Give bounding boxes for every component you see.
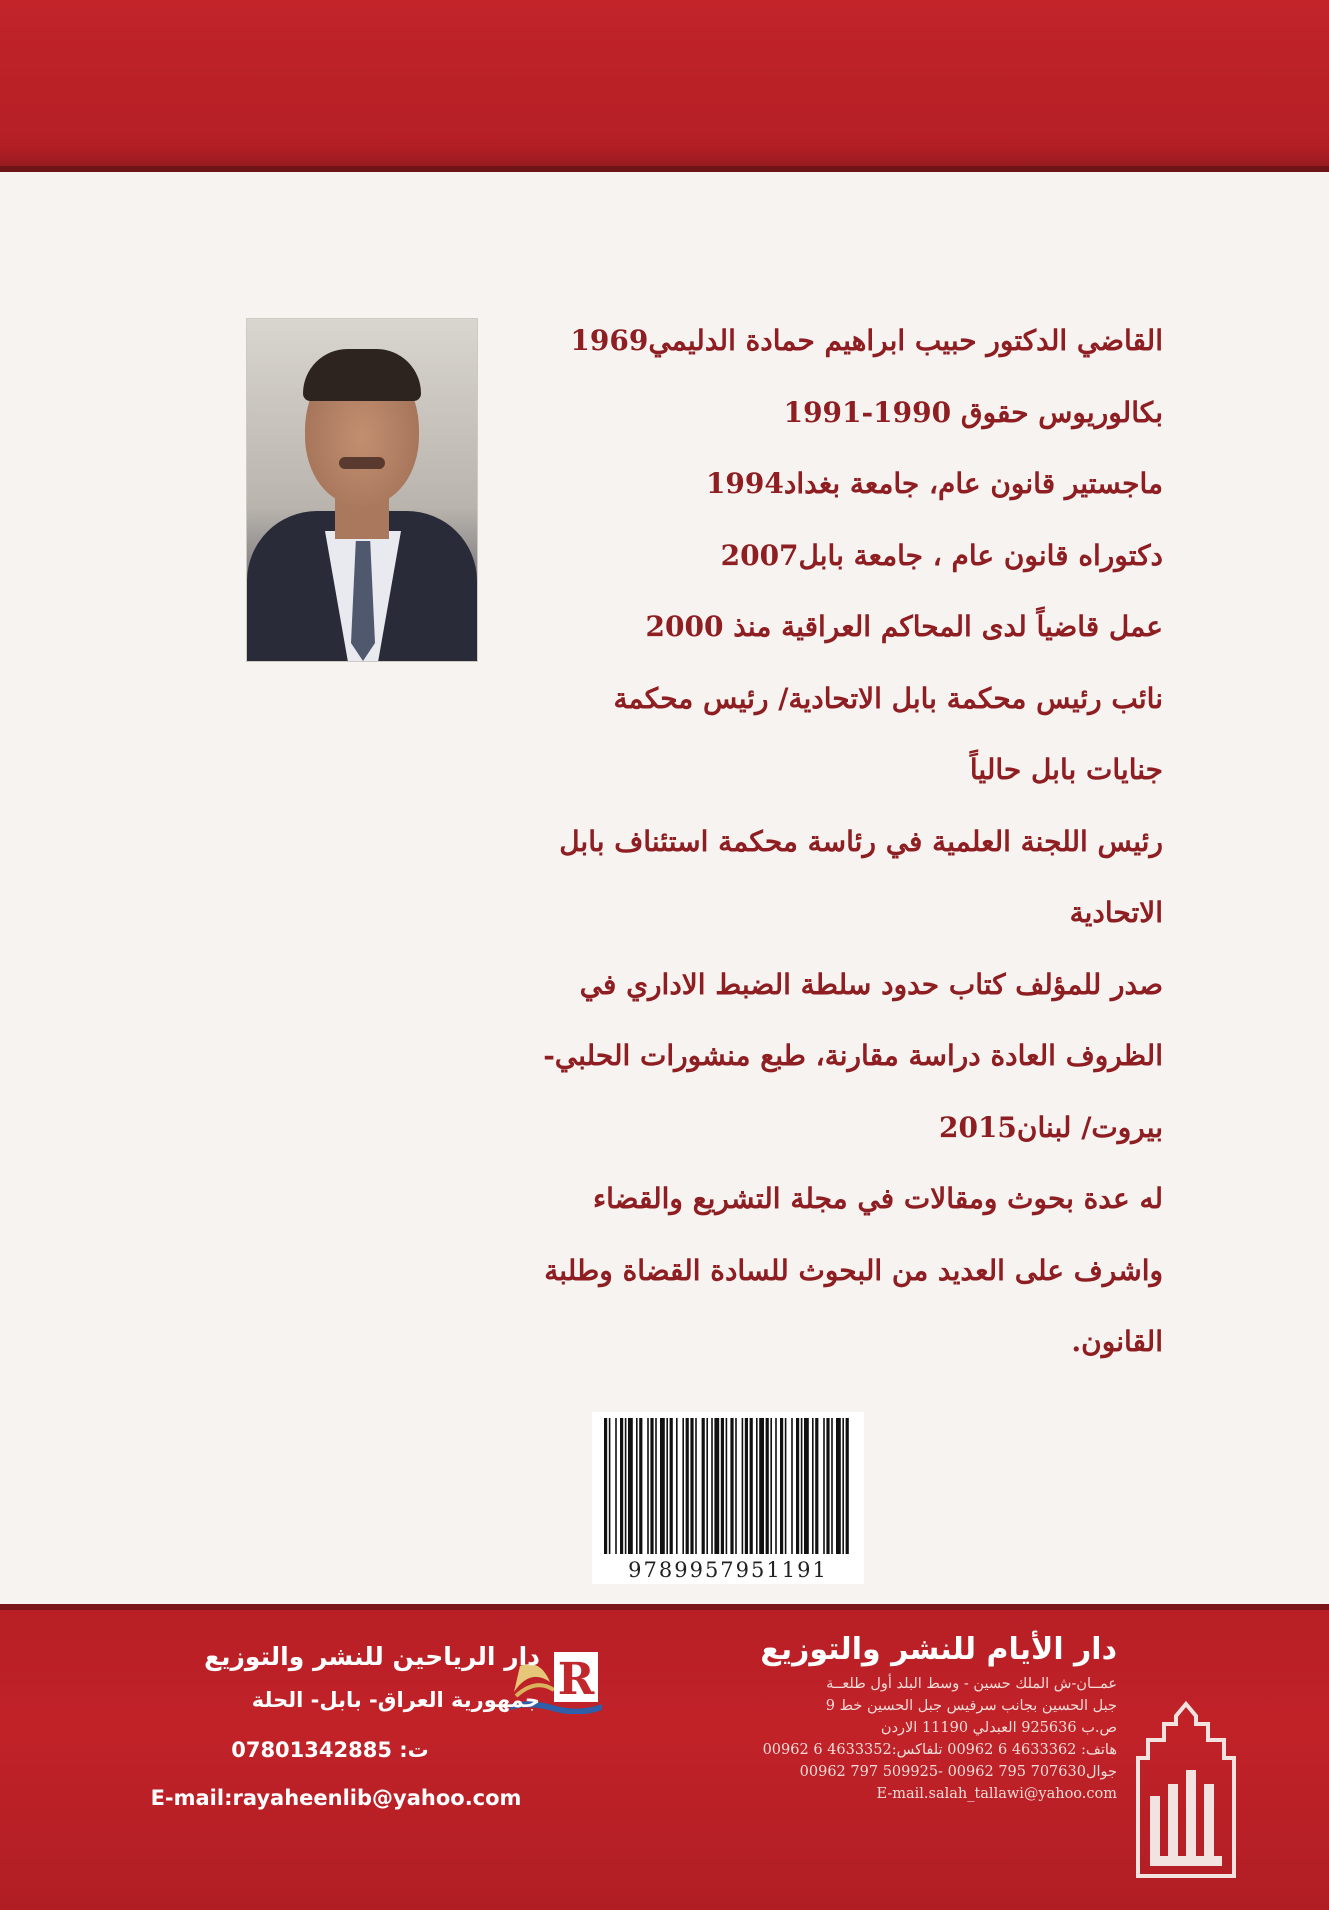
barcode-bar xyxy=(615,1418,617,1554)
publisher-ayyam-name: دار الأيام للنشر والتوزيع xyxy=(760,1632,1117,1667)
publisher-ayyam-email: E-mail.salah_tallawi@yahoo.com xyxy=(876,1786,1117,1802)
publisher-ayyam-line: جبل الحسين بجانب سرفيس جبل الحسين خط 9 xyxy=(825,1698,1117,1714)
barcode-bar xyxy=(706,1418,708,1554)
bio-line: عمل قاضياً لدى المحاكم العراقية منذ 2000 xyxy=(645,610,1163,643)
barcode-bar xyxy=(730,1418,733,1554)
bio-line: بكالوريوس حقوق 1990-1991 xyxy=(783,395,1163,429)
barcode-bar xyxy=(609,1418,611,1554)
top-red-band xyxy=(0,0,1329,172)
barcode-bar xyxy=(639,1418,642,1554)
barcode-bar xyxy=(735,1418,737,1554)
barcode-bar xyxy=(650,1418,653,1554)
barcode-bars xyxy=(600,1418,856,1554)
bio-line: صدر للمؤلف كتاب حدود سلطة الضبط الاداري في xyxy=(579,967,1163,1001)
isbn-barcode xyxy=(592,1412,864,1584)
bio-line: دكتوراه قانون عام ، جامعة بابل2007 xyxy=(720,538,1163,572)
bio-line: القانون. xyxy=(1071,1325,1163,1358)
bio-line: رئيس اللجنة العلمية في رئاسة محكمة استئناف بابل xyxy=(559,824,1163,858)
barcode-bar xyxy=(714,1418,719,1554)
publisher-rayaheen-phone: ت: 07801342885 xyxy=(231,1738,429,1762)
barcode-bar xyxy=(804,1418,809,1554)
barcode-bar xyxy=(791,1418,793,1554)
barcode-bar xyxy=(842,1418,844,1554)
r-logo-letter: R xyxy=(557,1654,595,1705)
bio-line: القاضي الدكتور حبيب ابراهيم حمادة الدليمي1969 xyxy=(570,324,1163,357)
bio-line: بيروت/ لبنان2015 xyxy=(938,1110,1163,1144)
bio-line: جنايات بابل حالياً xyxy=(969,753,1163,786)
barcode-bar xyxy=(690,1418,693,1554)
barcode-bar xyxy=(846,1418,849,1554)
publisher-ayyam-line: هاتف: 4633362 6 00962 تلفاكس:4633352 6 00962 xyxy=(762,1742,1117,1758)
publisher-ayyam-line: ص.ب 925636 العبدلي 11190 الاردن xyxy=(880,1720,1117,1736)
barcode-bar xyxy=(742,1418,744,1554)
author-photo xyxy=(246,318,478,662)
publisher-rayaheen-email: E-mail:rayaheenlib@yahoo.com xyxy=(150,1786,522,1810)
barcode-bar xyxy=(666,1418,668,1554)
barcode-bar xyxy=(604,1418,607,1554)
barcode-bar xyxy=(785,1418,787,1554)
publisher-ayyam-line: جوال707630 795 00962 -509925 797 00962 xyxy=(799,1764,1117,1780)
barcode-bar xyxy=(660,1418,665,1554)
barcode-bar xyxy=(796,1418,799,1554)
barcode-bar xyxy=(695,1418,697,1554)
barcode-bar xyxy=(711,1418,713,1554)
barcode-bar xyxy=(750,1418,753,1554)
publisher-rayaheen-name: دار الرياحين للنشر والتوزيع xyxy=(204,1642,540,1671)
barcode-bar xyxy=(831,1418,833,1554)
publisher-ayyam-info xyxy=(697,1632,1117,1805)
barcode-bar xyxy=(766,1418,769,1554)
bio-line: الظروف العادة دراسة مقارنة، طبع منشورات الحلبي- xyxy=(543,1039,1163,1072)
bio-line: واشرف على العديد من البحوث للسادة القضاة وطلبة xyxy=(544,1253,1163,1287)
barcode-bar xyxy=(756,1418,758,1554)
barcode-bar xyxy=(682,1418,684,1554)
barcode-bar xyxy=(647,1418,649,1554)
barcode-bar xyxy=(770,1418,772,1554)
publisher-ayyam-line: عمــان-ش الملك حسين - وسط البلد أول طلعــة xyxy=(826,1676,1117,1692)
bio-line: الاتحادية xyxy=(1069,896,1163,929)
barcode-bar xyxy=(676,1418,678,1554)
bio-line: ماجستير قانون عام، جامعة بغداد1994 xyxy=(705,467,1163,500)
barcode-bar xyxy=(780,1418,783,1554)
barcode-bar xyxy=(726,1418,728,1554)
publisher-rayaheen-address: جمهورية العراق- بابل- الحلة xyxy=(251,1688,540,1712)
barcode-bar xyxy=(745,1418,748,1554)
barcode-bar xyxy=(636,1418,638,1554)
barcode-bar xyxy=(775,1418,777,1554)
barcode-bar xyxy=(826,1418,829,1554)
barcode-bar xyxy=(625,1418,627,1554)
barcode-bar xyxy=(759,1418,764,1554)
barcode-bar xyxy=(686,1418,689,1554)
barcode-bar xyxy=(815,1418,818,1554)
isbn-number: 9789957951191 xyxy=(628,1558,828,1582)
bio-line: له عدة بحوث ومقالات في مجلة التشريع والقضاء xyxy=(592,1182,1163,1215)
barcode-bar xyxy=(670,1418,673,1554)
barcode-bar xyxy=(628,1418,633,1554)
barcode-bar xyxy=(801,1418,803,1554)
author-bio xyxy=(523,305,1163,1378)
publisher-ayyam-logo xyxy=(1134,1700,1238,1878)
barcode-bar xyxy=(702,1418,705,1554)
barcode-bar xyxy=(823,1418,825,1554)
barcode-bar xyxy=(620,1418,623,1554)
barcode-bar xyxy=(812,1418,814,1554)
bio-line: نائب رئيس محكمة بابل الاتحادية/ رئيس محكمة xyxy=(613,681,1163,715)
barcode-bar xyxy=(655,1418,657,1554)
bottom-red-band xyxy=(0,1604,1329,1910)
barcode-bar xyxy=(721,1418,724,1554)
barcode-bar xyxy=(836,1418,841,1554)
